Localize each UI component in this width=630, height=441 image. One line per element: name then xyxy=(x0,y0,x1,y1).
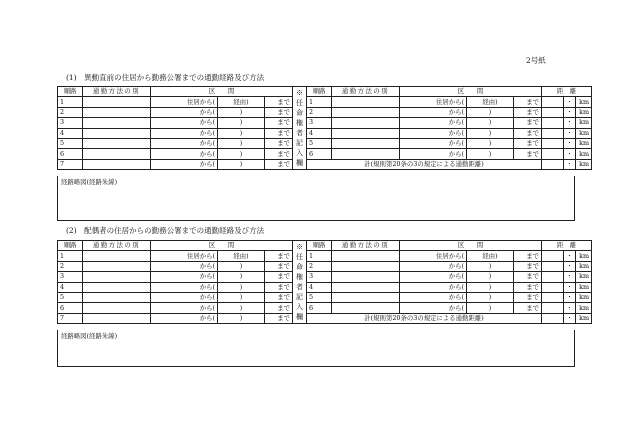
route-map-area[interactable] xyxy=(57,330,575,367)
method-cell[interactable] xyxy=(83,292,151,302)
until-cell: まで xyxy=(514,138,542,148)
officer-entry-mark xyxy=(293,241,307,324)
distance-int-cell[interactable] xyxy=(542,118,564,128)
distance-dot: ・ xyxy=(564,292,576,302)
row-number: 4 xyxy=(58,282,83,292)
row-number: 7 xyxy=(58,159,83,169)
section-2-title: (2) 配偶者の住居からの勤務公署までの通勤経路及び方法 xyxy=(66,226,265,235)
via-cell[interactable]: ) xyxy=(218,282,265,292)
distance-dot: ・ xyxy=(564,128,576,138)
row-number: 6 xyxy=(58,149,83,159)
until-cell: まで xyxy=(265,138,293,148)
officer-entry-label: ※任命権者記入欄 xyxy=(296,243,303,321)
from-cell[interactable]: から( xyxy=(400,292,467,302)
distance-unit: km xyxy=(576,159,592,169)
table-row xyxy=(58,272,592,282)
method-cell[interactable] xyxy=(332,138,400,148)
row-number: 5 xyxy=(58,292,83,302)
distance-unit: km xyxy=(576,282,592,292)
until-cell: まで xyxy=(265,313,293,323)
table-row xyxy=(58,292,592,302)
until-cell: まで xyxy=(265,97,293,107)
from-cell[interactable]: から( xyxy=(151,261,218,271)
form-number: 2号紙 xyxy=(526,56,546,65)
method-cell[interactable] xyxy=(332,128,400,138)
method-cell[interactable] xyxy=(83,282,151,292)
officer-entry-mark xyxy=(293,87,307,170)
distance-dot: ・ xyxy=(564,261,576,271)
row-number: 2 xyxy=(58,107,83,117)
distance-int-cell[interactable] xyxy=(542,261,564,271)
distance-dot: ・ xyxy=(564,282,576,292)
via-cell[interactable]: ) xyxy=(467,118,514,128)
via-cell[interactable]: ) xyxy=(218,138,265,148)
section-1-title: (1) 異動直前の住居から勤務公署までの通勤経路及び方法 xyxy=(66,73,265,82)
via-cell[interactable]: ) xyxy=(467,292,514,302)
distance-int-cell[interactable] xyxy=(542,292,564,302)
until-cell: まで xyxy=(265,159,293,169)
until-cell: まで xyxy=(265,149,293,159)
row-number: 3 xyxy=(307,272,332,282)
row-number: 1 xyxy=(307,97,332,107)
row-number: 3 xyxy=(58,272,83,282)
distance-dot: ・ xyxy=(564,303,576,313)
header-section: 区 間 xyxy=(400,87,542,97)
from-cell[interactable]: から( xyxy=(400,272,467,282)
distance-unit: km xyxy=(576,313,592,323)
via-cell[interactable]: 経由) xyxy=(218,251,265,261)
via-cell[interactable]: 経由) xyxy=(218,97,265,107)
row-number: 6 xyxy=(58,303,83,313)
header-row xyxy=(58,241,592,251)
row-number: 3 xyxy=(307,118,332,128)
table-row xyxy=(58,149,592,159)
until-cell: まで xyxy=(265,128,293,138)
from-cell[interactable]: から( xyxy=(151,118,218,128)
header-seq: 順路 xyxy=(307,241,332,251)
row-number: 1 xyxy=(58,97,83,107)
row-number: 5 xyxy=(58,138,83,148)
method-cell[interactable] xyxy=(83,159,151,169)
from-cell[interactable]: 住居から( xyxy=(400,97,467,107)
distance-dot: ・ xyxy=(564,251,576,261)
row-number: 7 xyxy=(58,313,83,323)
method-cell[interactable] xyxy=(83,128,151,138)
until-cell: まで xyxy=(265,261,293,271)
row-number: 2 xyxy=(58,261,83,271)
distance-unit: km xyxy=(576,261,592,271)
via-cell[interactable]: ) xyxy=(467,107,514,117)
header-method: 通勤方法の別 xyxy=(332,241,400,251)
via-cell[interactable]: ) xyxy=(218,272,265,282)
from-cell[interactable]: 住居から( xyxy=(151,97,218,107)
via-cell[interactable]: ) xyxy=(467,282,514,292)
distance-int-cell[interactable] xyxy=(542,251,564,261)
row-number: 1 xyxy=(307,251,332,261)
method-cell[interactable] xyxy=(332,107,400,117)
route-map-area[interactable] xyxy=(57,176,575,221)
header-seq: 順路 xyxy=(58,87,83,97)
until-cell: まで xyxy=(514,149,542,159)
from-cell[interactable]: から( xyxy=(151,149,218,159)
table-row xyxy=(58,282,592,292)
row-number: 3 xyxy=(58,118,83,128)
method-cell[interactable] xyxy=(332,97,400,107)
distance-int-cell[interactable] xyxy=(542,107,564,117)
distance-dot: ・ xyxy=(564,159,576,169)
distance-dot: ・ xyxy=(564,97,576,107)
distance-int-cell[interactable] xyxy=(542,159,564,169)
distance-int-cell[interactable] xyxy=(542,303,564,313)
via-cell[interactable]: ) xyxy=(218,303,265,313)
officer-entry-label: ※任命権者記入欄 xyxy=(296,89,303,167)
distance-dot: ・ xyxy=(564,118,576,128)
header-section: 区 間 xyxy=(151,241,293,251)
method-cell[interactable] xyxy=(83,272,151,282)
distance-dot: ・ xyxy=(564,107,576,117)
via-cell[interactable]: ) xyxy=(218,107,265,117)
from-cell[interactable]: から( xyxy=(151,303,218,313)
until-cell: まで xyxy=(265,272,293,282)
header-distance: 距 離 xyxy=(542,87,592,97)
via-cell[interactable]: ) xyxy=(467,138,514,148)
method-cell[interactable] xyxy=(332,251,400,261)
distance-unit: km xyxy=(576,303,592,313)
distance-unit: km xyxy=(576,118,592,128)
until-cell: まで xyxy=(265,107,293,117)
via-cell[interactable]: ) xyxy=(218,149,265,159)
via-cell[interactable]: ) xyxy=(218,128,265,138)
route-map-label: 経路略図(経路朱線) xyxy=(61,178,118,186)
distance-int-cell[interactable] xyxy=(542,138,564,148)
header-section: 区 間 xyxy=(400,241,542,251)
until-cell: まで xyxy=(514,303,542,313)
via-cell[interactable]: ) xyxy=(467,128,514,138)
header-seq: 順路 xyxy=(58,241,83,251)
until-cell: まで xyxy=(514,251,542,261)
method-cell[interactable] xyxy=(83,107,151,117)
total-distance-label: 計(規則第20条の3の規定による通勤距離) xyxy=(307,313,542,323)
table-row xyxy=(58,97,592,107)
table-row xyxy=(58,251,592,261)
distance-int-cell[interactable] xyxy=(542,272,564,282)
table-row xyxy=(58,138,592,148)
from-cell[interactable]: から( xyxy=(400,282,467,292)
from-cell[interactable]: から( xyxy=(400,118,467,128)
until-cell: まで xyxy=(514,261,542,271)
row-number: 1 xyxy=(58,251,83,261)
from-cell[interactable]: から( xyxy=(400,261,467,271)
row-number: 2 xyxy=(307,107,332,117)
header-section: 区 間 xyxy=(151,87,293,97)
distance-dot: ・ xyxy=(564,313,576,323)
from-cell[interactable]: から( xyxy=(151,107,218,117)
method-cell[interactable] xyxy=(332,292,400,302)
from-cell[interactable]: から( xyxy=(400,107,467,117)
until-cell: まで xyxy=(514,118,542,128)
method-cell[interactable] xyxy=(83,303,151,313)
distance-int-cell[interactable] xyxy=(542,97,564,107)
table-row xyxy=(58,303,592,313)
until-cell: まで xyxy=(514,282,542,292)
row-number: 5 xyxy=(307,292,332,302)
distance-dot: ・ xyxy=(564,138,576,148)
via-cell[interactable]: ) xyxy=(218,118,265,128)
until-cell: まで xyxy=(514,107,542,117)
until-cell: まで xyxy=(265,251,293,261)
from-cell[interactable]: から( xyxy=(151,292,218,302)
method-cell[interactable] xyxy=(332,282,400,292)
method-cell[interactable] xyxy=(83,118,151,128)
via-cell[interactable]: ) xyxy=(467,303,514,313)
row-number: 4 xyxy=(58,128,83,138)
via-cell[interactable]: 経由) xyxy=(467,97,514,107)
distance-int-cell[interactable] xyxy=(542,313,564,323)
from-cell[interactable]: から( xyxy=(400,303,467,313)
until-cell: まで xyxy=(265,118,293,128)
distance-int-cell[interactable] xyxy=(542,282,564,292)
row-number: 5 xyxy=(307,138,332,148)
method-cell[interactable] xyxy=(332,261,400,271)
via-cell[interactable]: ) xyxy=(218,313,265,323)
from-cell[interactable]: から( xyxy=(400,138,467,148)
method-cell[interactable] xyxy=(83,313,151,323)
row-number: 6 xyxy=(307,149,332,159)
row-number: 4 xyxy=(307,128,332,138)
until-cell: まで xyxy=(514,97,542,107)
from-cell[interactable]: から( xyxy=(400,128,467,138)
method-cell[interactable] xyxy=(332,118,400,128)
until-cell: まで xyxy=(514,292,542,302)
header-row xyxy=(58,87,592,97)
distance-unit: km xyxy=(576,272,592,282)
method-cell[interactable] xyxy=(332,303,400,313)
row-number: 2 xyxy=(307,261,332,271)
total-distance-label: 計(規則第20条の3の規定による通勤距離) xyxy=(307,159,542,169)
until-cell: まで xyxy=(514,128,542,138)
method-cell[interactable] xyxy=(332,149,400,159)
via-cell[interactable]: 経由) xyxy=(467,251,514,261)
header-method: 通勤方法の別 xyxy=(83,241,151,251)
until-cell: まで xyxy=(514,272,542,282)
table-row xyxy=(58,118,592,128)
table-row xyxy=(58,261,592,271)
distance-int-cell[interactable] xyxy=(542,128,564,138)
method-cell[interactable] xyxy=(83,251,151,261)
from-cell[interactable]: から( xyxy=(151,282,218,292)
header-distance: 距 離 xyxy=(542,241,592,251)
route-table-1 xyxy=(57,86,592,170)
from-cell[interactable]: から( xyxy=(151,159,218,169)
row-number: 4 xyxy=(307,282,332,292)
row-number: 6 xyxy=(307,303,332,313)
method-cell[interactable] xyxy=(332,272,400,282)
via-cell[interactable]: ) xyxy=(218,292,265,302)
route-table-2 xyxy=(57,240,592,324)
distance-unit: km xyxy=(576,292,592,302)
method-cell[interactable] xyxy=(83,261,151,271)
distance-unit: km xyxy=(576,107,592,117)
via-cell[interactable]: ) xyxy=(467,261,514,271)
table-row xyxy=(58,159,592,169)
distance-unit: km xyxy=(576,97,592,107)
header-seq: 順路 xyxy=(307,87,332,97)
method-cell[interactable] xyxy=(83,149,151,159)
distance-unit: km xyxy=(576,138,592,148)
distance-dot: ・ xyxy=(564,149,576,159)
via-cell[interactable]: ) xyxy=(218,261,265,271)
from-cell[interactable]: 住居から( xyxy=(400,251,467,261)
method-cell[interactable] xyxy=(83,138,151,148)
from-cell[interactable]: から( xyxy=(151,313,218,323)
until-cell: まで xyxy=(265,303,293,313)
from-cell[interactable]: から( xyxy=(151,272,218,282)
until-cell: まで xyxy=(265,292,293,302)
method-cell[interactable] xyxy=(83,97,151,107)
distance-unit: km xyxy=(576,149,592,159)
from-cell[interactable]: から( xyxy=(151,128,218,138)
distance-unit: km xyxy=(576,251,592,261)
distance-unit: km xyxy=(576,128,592,138)
header-method: 通勤方法の別 xyxy=(83,87,151,97)
from-cell[interactable]: から( xyxy=(151,138,218,148)
from-cell[interactable]: 住居から( xyxy=(151,251,218,261)
table-row xyxy=(58,313,592,323)
until-cell: まで xyxy=(265,282,293,292)
table-row xyxy=(58,128,592,138)
table-row xyxy=(58,107,592,117)
via-cell[interactable]: ) xyxy=(467,149,514,159)
route-map-label: 経路略図(経路朱線) xyxy=(61,332,118,340)
distance-dot: ・ xyxy=(564,272,576,282)
header-method: 通勤方法の別 xyxy=(332,87,400,97)
distance-int-cell[interactable] xyxy=(542,149,564,159)
via-cell[interactable]: ) xyxy=(467,272,514,282)
from-cell[interactable]: から( xyxy=(400,149,467,159)
via-cell[interactable]: ) xyxy=(218,159,265,169)
